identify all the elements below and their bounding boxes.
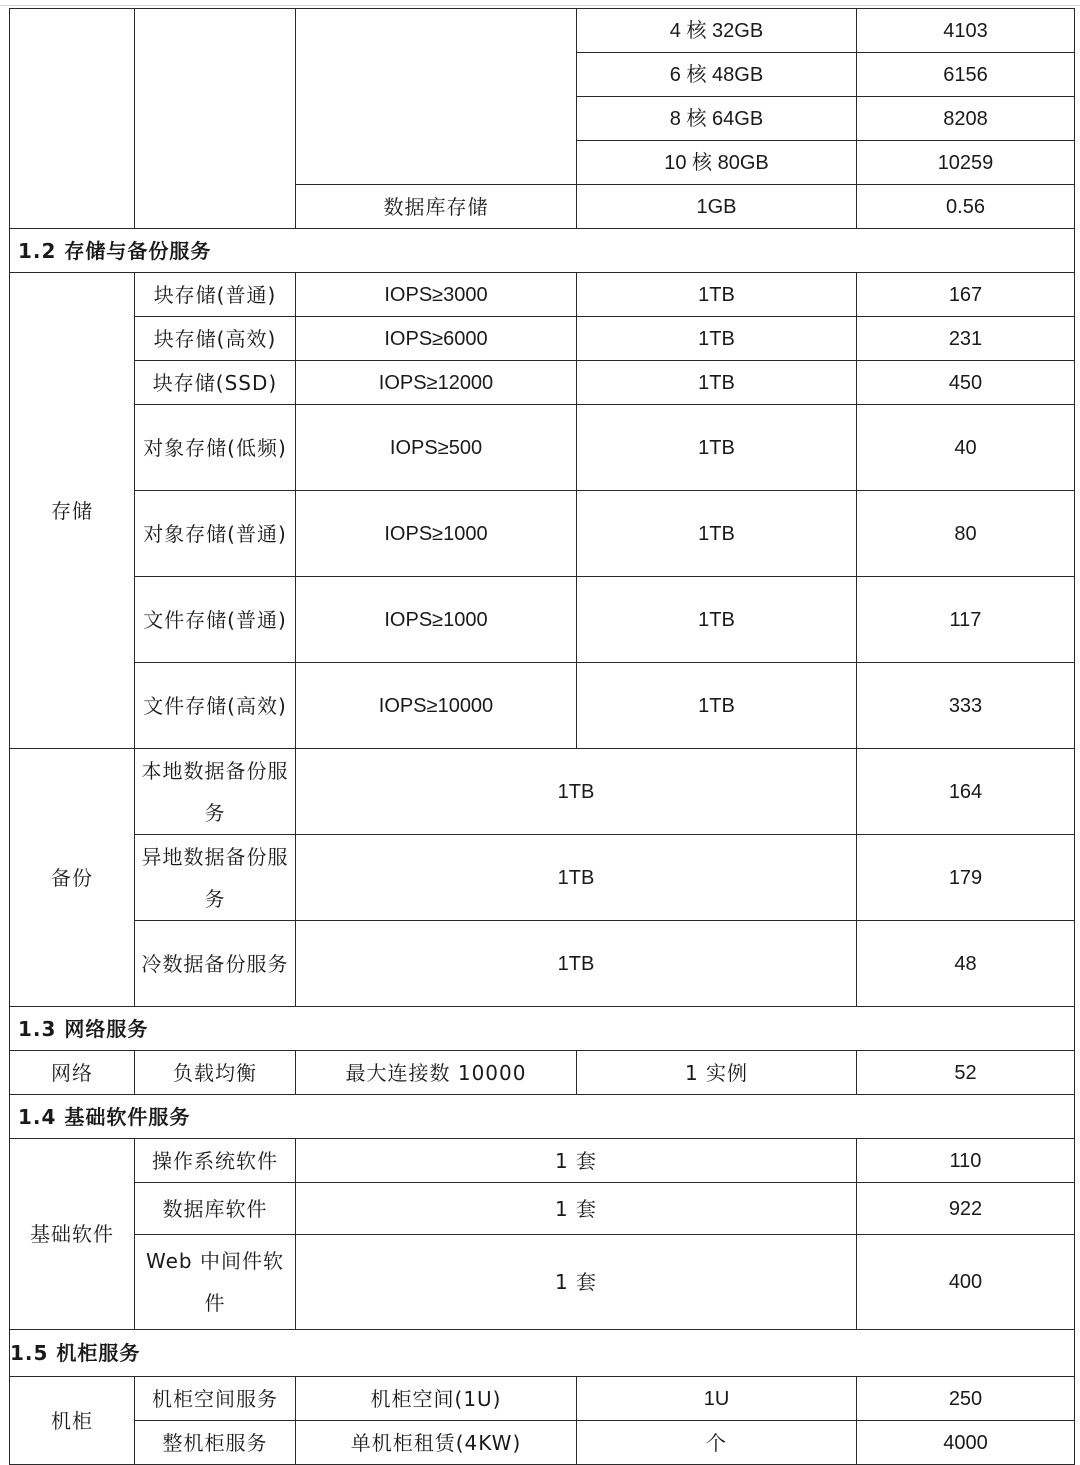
table-row	[10, 9, 1075, 53]
table-row	[10, 1139, 1075, 1183]
table-row	[10, 921, 1075, 1007]
price-cell: 231	[857, 317, 1075, 361]
unit-cell: 1TB	[577, 405, 857, 491]
table-row	[10, 1421, 1075, 1465]
price-cell: 4000	[857, 1421, 1075, 1465]
table-row	[10, 405, 1075, 491]
table-row	[10, 317, 1075, 361]
unit-cell: 1TB	[296, 921, 857, 1007]
price-cell: 179	[857, 835, 1075, 921]
table-row	[10, 1235, 1075, 1330]
spec-cell: 单机柜租赁(4KW)	[296, 1421, 577, 1465]
table-row	[10, 835, 1075, 921]
unit-cell: 1TB	[577, 577, 857, 663]
price-cell: 450	[857, 361, 1075, 405]
category-cell: 备份	[10, 749, 135, 1007]
spec-cell: IOPS≥3000	[296, 273, 577, 317]
item-cell: 文件存储(普通)	[135, 577, 296, 663]
unit-cell: 1TB	[577, 663, 857, 749]
spec-cell: 数据库存储	[296, 185, 577, 229]
price-cell: 333	[857, 663, 1075, 749]
table-row	[10, 491, 1075, 577]
spec-cell: IOPS≥1000	[296, 577, 577, 663]
unit-cell: 1TB	[577, 317, 857, 361]
price-cell: 0.56	[857, 185, 1075, 229]
price-cell: 110	[857, 1139, 1075, 1183]
unit-cell: 1TB	[296, 835, 857, 921]
unit-cell: 4 核 32GB	[577, 9, 857, 53]
spec-cell: 最大连接数 10000	[296, 1051, 577, 1095]
table-row	[10, 361, 1075, 405]
table-row	[10, 1377, 1075, 1421]
unit-cell: 1TB	[577, 273, 857, 317]
category-cell	[10, 9, 135, 229]
item-cell: 整机柜服务	[135, 1421, 296, 1465]
unit-cell: 1TB	[296, 749, 857, 835]
unit-cell: 1GB	[577, 185, 857, 229]
unit-cell: 8 核 64GB	[577, 97, 857, 141]
item-cell: 本地数据备份服务	[135, 749, 296, 835]
price-cell: 922	[857, 1183, 1075, 1235]
section-header-row	[10, 229, 1075, 273]
spec-cell: IOPS≥1000	[296, 491, 577, 577]
item-cell: 文件存储(高效)	[135, 663, 296, 749]
item-cell: Web 中间件软件	[135, 1235, 296, 1330]
unit-cell: 1TB	[577, 491, 857, 577]
unit-cell: 10 核 80GB	[577, 141, 857, 185]
table-row	[10, 1051, 1075, 1095]
unit-cell: 1TB	[577, 361, 857, 405]
spec-cell: IOPS≥10000	[296, 663, 577, 749]
item-cell: 冷数据备份服务	[135, 921, 296, 1007]
price-cell: 167	[857, 273, 1075, 317]
page-top-rule	[0, 0, 1080, 6]
item-cell: 对象存储(低频)	[135, 405, 296, 491]
table-row	[10, 1183, 1075, 1235]
unit-cell: 1 套	[296, 1139, 857, 1183]
price-cell: 164	[857, 749, 1075, 835]
section-title: 1.3 网络服务	[10, 1007, 1075, 1051]
unit-cell: 1 实例	[577, 1051, 857, 1095]
spec-cell: IOPS≥6000	[296, 317, 577, 361]
item-cell	[135, 9, 296, 229]
item-cell: 块存储(普通)	[135, 273, 296, 317]
pricing-table	[9, 8, 1075, 1465]
item-cell: 机柜空间服务	[135, 1377, 296, 1421]
table-row	[10, 749, 1075, 835]
category-cell: 网络	[10, 1051, 135, 1095]
table-row	[10, 577, 1075, 663]
price-cell: 40	[857, 405, 1075, 491]
price-cell: 6156	[857, 53, 1075, 97]
section-title: 1.4 基础软件服务	[10, 1095, 1075, 1139]
item-cell: 数据库软件	[135, 1183, 296, 1235]
item-cell: 负载均衡	[135, 1051, 296, 1095]
unit-cell: 1U	[577, 1377, 857, 1421]
section-title: 1.2 存储与备份服务	[10, 229, 1075, 273]
section-header-row	[10, 1095, 1075, 1139]
section-header-row	[10, 1007, 1075, 1051]
item-cell: 异地数据备份服务	[135, 835, 296, 921]
unit-cell: 1 套	[296, 1235, 857, 1330]
spec-cell: 机柜空间(1U)	[296, 1377, 577, 1421]
price-cell: 8208	[857, 97, 1075, 141]
item-cell: 块存储(高效)	[135, 317, 296, 361]
spec-cell: IOPS≥12000	[296, 361, 577, 405]
item-cell: 操作系统软件	[135, 1139, 296, 1183]
price-cell: 52	[857, 1051, 1075, 1095]
unit-cell: 6 核 48GB	[577, 53, 857, 97]
price-cell: 10259	[857, 141, 1075, 185]
unit-cell: 个	[577, 1421, 857, 1465]
price-cell: 4103	[857, 9, 1075, 53]
section-header-row	[10, 1330, 1075, 1377]
price-cell: 400	[857, 1235, 1075, 1330]
unit-cell: 1 套	[296, 1183, 857, 1235]
price-cell: 80	[857, 491, 1075, 577]
price-cell: 48	[857, 921, 1075, 1007]
spec-cell	[296, 9, 577, 185]
category-cell: 机柜	[10, 1377, 135, 1465]
category-cell: 基础软件	[10, 1139, 135, 1330]
section-title: 1.5 机柜服务	[10, 1330, 1075, 1377]
table-row	[10, 273, 1075, 317]
table-row	[10, 663, 1075, 749]
spec-cell: IOPS≥500	[296, 405, 577, 491]
item-cell: 块存储(SSD)	[135, 361, 296, 405]
category-cell: 存储	[10, 273, 135, 749]
price-cell: 117	[857, 577, 1075, 663]
price-cell: 250	[857, 1377, 1075, 1421]
item-cell: 对象存储(普通)	[135, 491, 296, 577]
